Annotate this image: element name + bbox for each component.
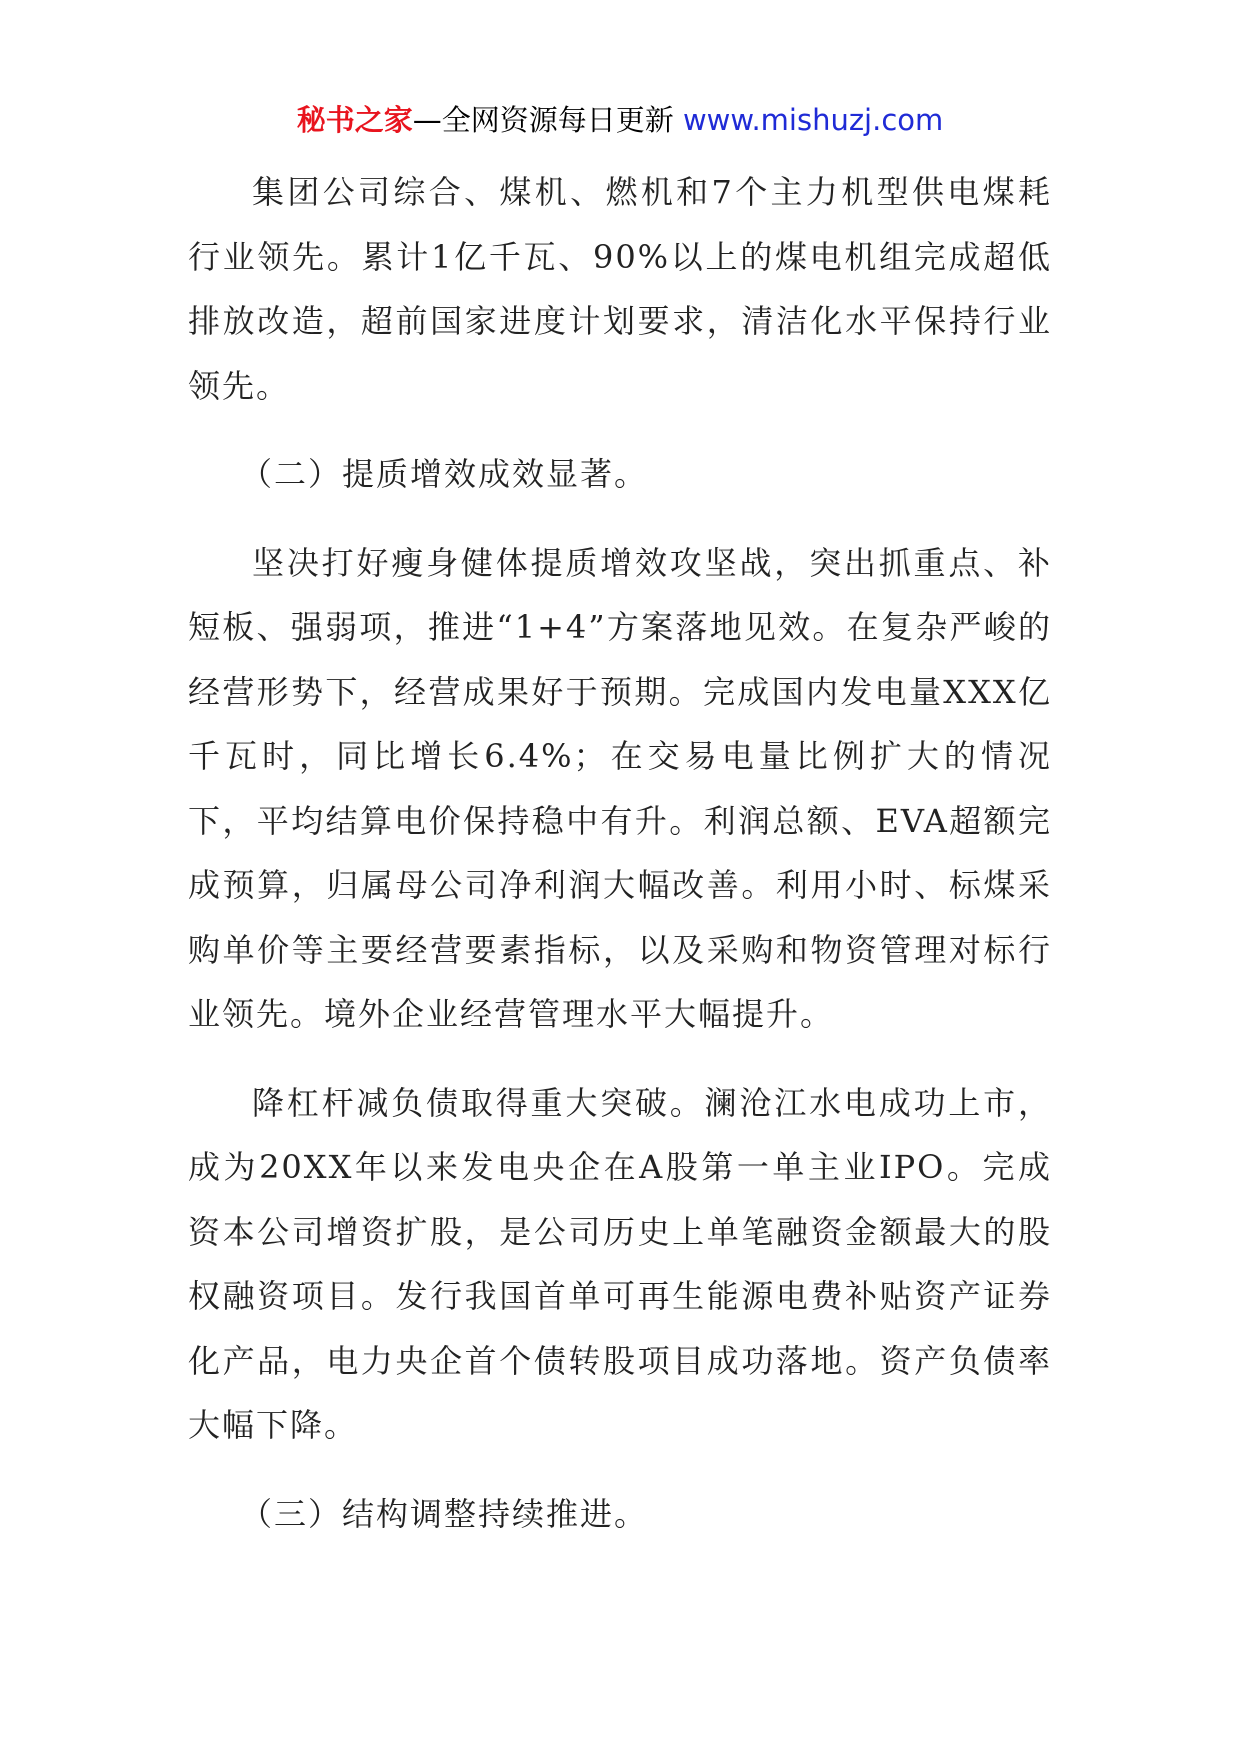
paragraph-deleveraging: 降杠杆减负债取得重大突破。澜沧江水电成功上市，成为20XX年以来发电央企在A股第一单主业IPO。完成资本公司增资扩股，是公司历史上单笔融资金额最大的股权融资项目。发行我国首单可再生能源电费补贴资产证券化产品，电力央企首个债转股项目成功落地。资产负债率大幅下降。 (188, 1083, 1052, 1444)
paragraph-coal-consumption: 集团公司综合、煤机、燃机和7个主力机型供电煤耗行业领先。累计1亿千瓦、90%以上的煤电机组完成超低排放改造，超前国家进度计划要求，清洁化水平保持行业领先。 (188, 173, 1052, 405)
site-url-link[interactable]: www.mishuzj.com (682, 103, 944, 137)
paragraph-efficiency: 坚决打好瘦身健体提质增效攻坚战，突出抓重点、补短板、强弱项，推进“1+4”方案落地见效。在复杂严峻的经营形势下，经营成果好于预期。完成国内发电量XXX亿千瓦时，同比增长6.4%；在交易电量比例扩大的情况下，平均结算电价保持稳中有升。利润总额、EVA超额完成预算，归属母公司净利润大幅改善。利用小时、标煤采购单价等主要经营要素指标，以及采购和物资管理对标行业领先。境外企业经营管理水平大幅提升。 (188, 543, 1052, 1033)
section-heading-structure: （三）结构调整持续推进。 (240, 1494, 649, 1533)
section-heading-efficiency: （二）提质增效成效显著。 (240, 455, 649, 493)
header-tagline: —全网资源每日更新 (412, 103, 674, 137)
site-header (0, 100, 1240, 140)
document-body (188, 160, 1052, 1546)
brand-name: 秘书之家 (296, 103, 413, 137)
